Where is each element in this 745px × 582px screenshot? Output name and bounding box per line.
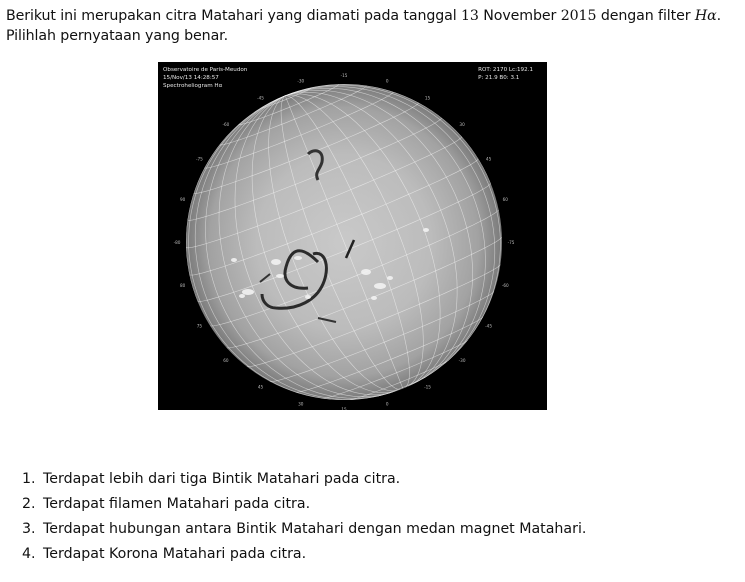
rim-label: -60 bbox=[501, 283, 509, 289]
rim-label: -15 bbox=[424, 384, 431, 390]
rim-label: 60 bbox=[502, 196, 508, 202]
filter-symbol: Hα bbox=[694, 8, 717, 24]
answer-options bbox=[22, 468, 586, 568]
rim-label: -15 bbox=[340, 73, 348, 78]
question-line-2: Pilihlah pernyataan yang benar. bbox=[6, 28, 229, 44]
rim-label: -60 bbox=[222, 121, 230, 127]
question-line-1: Berikut ini merupakan citra Matahari yang diamati pada tanggal 13 November 2015 dengan filter Hα. bbox=[6, 8, 722, 24]
rim-label: -45 bbox=[257, 95, 264, 101]
date-day: 13 bbox=[461, 8, 479, 24]
option-1: 1. Terdapat lebih dari tiga Bintik Matahari pada citra. bbox=[22, 471, 401, 487]
observatory-header: Observatoire de Paris-Meudon 15/Nov/13 14:28:57 Spectroheliogram Hα bbox=[163, 67, 248, 89]
rim-label: -80 bbox=[173, 240, 181, 245]
sun-halpha-image bbox=[158, 62, 547, 410]
rim-label: 90 bbox=[180, 196, 186, 202]
rim-label: -75 bbox=[507, 240, 515, 245]
rim-label: 80 bbox=[180, 283, 186, 289]
option-4: 4. Terdapat Korona Matahari pada citra. bbox=[22, 546, 307, 562]
option-3: 3. Terdapat hubungan antara Bintik Matahari dengan medan magnet Matahari. bbox=[22, 521, 587, 537]
rim-label: 30 bbox=[459, 121, 465, 127]
rim-label: 75 bbox=[196, 323, 203, 329]
rim-label: 30 bbox=[298, 401, 304, 407]
rim-label: 0 bbox=[385, 401, 389, 407]
option-2: 2. Terdapat filamen Matahari pada citra. bbox=[22, 496, 311, 512]
rim-label: -45 bbox=[485, 323, 493, 329]
rim-label: -75 bbox=[195, 156, 203, 162]
rim-label: 15 bbox=[424, 95, 431, 101]
solar-disk-svg bbox=[158, 62, 547, 410]
rim-label: 15 bbox=[341, 407, 347, 410]
rotation-header: ROT: 2170 Lc:192.1 P: 21.9 B0: 3.1 bbox=[478, 67, 533, 81]
rim-label: -30 bbox=[458, 358, 466, 364]
rim-label: 45 bbox=[485, 156, 492, 162]
date-year: 2015 bbox=[560, 8, 597, 24]
rim-label: 0 bbox=[385, 78, 389, 84]
rim-label: 45 bbox=[257, 384, 264, 390]
question-text bbox=[6, 6, 742, 46]
rim-label: -30 bbox=[297, 78, 305, 84]
rim-label: 60 bbox=[223, 358, 229, 364]
